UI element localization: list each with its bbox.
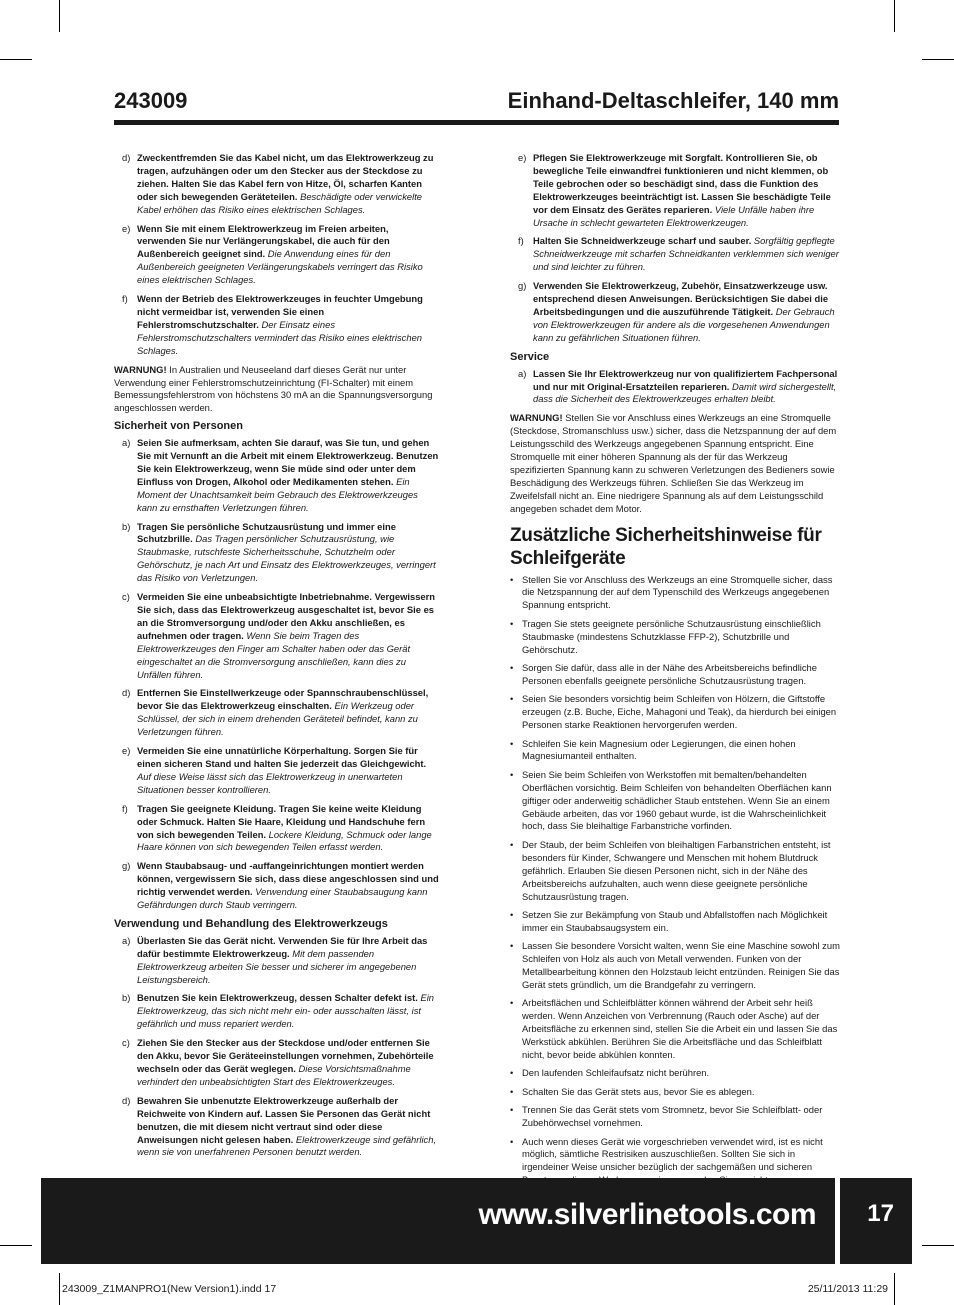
item-explanation: Damit wird sichergestellt, dass die Sicherheit des Elektrowerkzeuges erhalten bleibt.: [533, 380, 837, 405]
section-heading: Sicherheit von Personen: [114, 420, 243, 433]
page-number: 17: [867, 1200, 894, 1227]
item-label: a): [122, 934, 131, 946]
item-label: f): [122, 293, 128, 305]
item-explanation: Elektrowerkzeuge sind gefährlich, wenn sie von unerfahrenen Personen benutzt werden.: [137, 1133, 437, 1158]
item-label: c): [122, 1037, 130, 1049]
warning-text: In Australien und Neuseeland darf dieses Gerät nur unter Verwendung einer Fehlerstromschutzeinrichtung (FI-Schalter) mit einem Bemessungsfehlerstrom von höchstens 30 mA an die Spannungsversorgung angeschlossen werden.: [114, 363, 433, 414]
bullet-item: [510, 1067, 840, 1080]
item-explanation: Viele Unfälle haben ihre Ursache in schlecht gewarteten Elektrowerkzeugen.: [533, 203, 815, 228]
item-label: d): [122, 687, 131, 699]
item-explanation: Beschädigte oder verwickelte Kabel erhöhen das Risiko eines elektrischen Schlages.: [137, 190, 423, 215]
list-item: [114, 687, 440, 739]
item-instruction: Wenn Staubabsaug- und -auffangeinrichtungen montiert werden können, vergewissern Sie sich, dass diese angeschlossen sind und richtig verwendet werden.: [137, 860, 439, 898]
list-personal-safety: [114, 437, 440, 912]
crop-mark: [922, 1245, 954, 1246]
bullet-text: Tragen Sie stets geeignete persönliche Schutzausrüstung einschließlich Staubmaske (mindestens Schutzklasse FFP-2), Schutzbrille und Gehörschutz.: [522, 617, 821, 655]
item-instruction: Benutzen Sie kein Elektrowerkzeug, dessen Schalter defekt ist.: [137, 992, 418, 1004]
bullet-item: [510, 839, 840, 904]
crop-mark: [922, 59, 954, 60]
item-explanation: Das Tragen persönlicher Schutzausrüstung, wie Staubmaske, rutschfeste Sicherheitsschuhe, Schutzhelm oder Gehörschutz, je nach Art und Einsatz des Elektrowerkzeuges, verringert das Risiko von Verletzungen.: [137, 533, 436, 584]
item-instruction: Verwenden Sie Elektrowerkzeug, Zubehör, Einsatzwerkzeuge usw. entsprechend diesen Anweisungen. Berücksichtigen Sie dabei die Arbeitsbedingungen und die auszuführende Tätigkeit.: [533, 280, 829, 317]
section-heading: Verwendung und Behandlung des Elektrowerkzeugs: [114, 917, 388, 930]
bullet-item: [510, 693, 840, 732]
item-label: g): [518, 280, 527, 292]
list-item: [114, 1095, 440, 1160]
item-label: a): [518, 367, 527, 379]
bullet-text: Sorgen Sie dafür, dass alle in der Nähe des Arbeitsbereichs befindliche Personen ebenfalls geeignete persönliche Schutzausrüstung tragen.: [522, 662, 817, 686]
bullet-text: Schalten Sie das Gerät stets aus, bevor Sie es ablegen.: [522, 1085, 755, 1097]
list-item: [114, 521, 440, 586]
bullet-icon: •: [510, 1067, 514, 1079]
item-explanation: Mit dem passenden Elektrowerkzeug arbeiten Sie besser und sicherer im angegebenen Leistungsbereich.: [137, 947, 417, 985]
item-label: d): [122, 152, 131, 163]
list-item: [510, 280, 840, 345]
list-service: [510, 368, 840, 407]
bullet-item: [510, 738, 840, 764]
bullet-item: [510, 618, 840, 657]
item-label: e): [518, 152, 527, 163]
crop-mark: [894, 0, 895, 32]
item-instruction: Tragen Sie persönliche Schutzausrüstung und immer eine Schutzbrille.: [137, 520, 396, 545]
list-tool-usage: [114, 935, 440, 1160]
item-explanation: Die Anwendung eines für den Außenbereich geeigneten Verlängerungskabels verringert das Risiko eines elektrischen Schlages.: [137, 248, 423, 286]
page-title: Einhand-Deltaschleifer, 140 mm: [507, 88, 839, 113]
bullet-item: [510, 574, 840, 613]
crop-mark: [59, 1273, 60, 1305]
list-power-cable: [114, 152, 440, 358]
item-instruction: Bewahren Sie unbenutzte Elektrowerkzeuge außerhalb der Reichweite von Kindern auf. Lassen Sie Personen das Gerät nicht benutzen, die mit diesem nicht vertraut sind oder diese Anweisungen nicht gelesen haben.: [137, 1094, 431, 1145]
item-instruction: Wenn Sie mit einem Elektrowerkzeug im Freien arbeiten, verwenden Sie nur Verlängerungskabel, die auch für den Außenbereich geeignet sind.: [137, 222, 390, 260]
model-number: 243009: [114, 88, 188, 113]
bullet-text: Arbeitsflächen und Schleifblätter können während der Arbeit sehr heiß werden. Wenn Anzeichen von Verbrennung (Rauch oder Asche) auf der Arbeitsfläche zu erkennen sind, stellen Sie die Arbeit ein und lassen Sie das Werkstück abkühlen. Berühren Sie die Arbeitsfläche und das Schleifblatt nicht, bevor beide abkühlen konnten.: [522, 997, 838, 1060]
item-explanation: Ein Werkzeug oder Schlüssel, der sich in einem drehenden Geräteteil befindet, kann zu Verletzungen führen.: [137, 700, 418, 738]
crop-mark: [894, 1273, 895, 1305]
warning-paragraph: [114, 364, 440, 416]
bullet-text: Trennen Sie das Gerät stets vom Stromnetz, bevor Sie Schleifblatt- oder Zubehörwechsel vornehmen.: [522, 1104, 823, 1129]
warning-label: WARNUNG!: [114, 363, 167, 375]
bullet-item: [510, 662, 840, 688]
bullet-item: [510, 997, 840, 1062]
list-item: [510, 235, 840, 274]
item-instruction: Seien Sie aufmerksam, achten Sie darauf, was Sie tun, und gehen Sie mit Vernunft an die Arbeit mit einem Elektrowerkzeug. Benutzen Sie kein Elektrowerkzeug, wenn Sie müde sind oder unter dem Einfluss von Drogen, Alkohol oder Medikamenten stehen.: [137, 437, 439, 487]
item-instruction: Pflegen Sie Elektrowerkzeuge mit Sorgfalt. Kontrollieren Sie, ob bewegliche Teile einwandfrei funktionieren und nicht klemmen, ob Teile gebrochen oder so beschädigt sind, dass die Funktion des Elektrowerkzeuges beeinträchtigt ist. Lassen Sie beschädigte Teile vor dem Einsatz des Gerätes reparieren.: [533, 152, 831, 215]
crop-mark: [0, 59, 32, 60]
item-label: e): [122, 745, 131, 757]
bullet-text: Lassen Sie besondere Vorsicht walten, wenn Sie eine Maschine sowohl zum Schleifen von Holz als auch von Metall verwenden. Funken von der Metallbearbeitung können den Holzstaub leicht entzünden. Reinigen Sie das Gerät stets gründlich, um die Brandgefahr zu verringern.: [522, 940, 840, 990]
item-instruction: Überlasten Sie das Gerät nicht. Verwenden Sie für Ihre Arbeit das dafür bestimmte Elektrowerkzeug.: [137, 934, 428, 959]
bullet-list: [510, 574, 840, 1188]
item-instruction: Zweckentfremden Sie das Kabel nicht, um das Elektrowerkzeug zu tragen, aufzuhängen oder um den Stecker aus der Steckdose zu ziehen. Halten Sie das Kabel fern von Hitze, Öl, scharfen Kanten oder sich bewegenden Geräteteilen.: [137, 152, 434, 202]
list-item: [510, 152, 840, 229]
item-explanation: Ein Elektrowerkzeug, das sich nicht mehr ein- oder ausschalten lässt, ist gefährlich und muss repariert werden.: [137, 992, 434, 1030]
bullet-icon: •: [510, 1085, 514, 1097]
section-title: Zusätzliche Sicherheitshinweise für Schleifgeräte: [510, 524, 822, 569]
item-instruction: Ziehen Sie den Stecker aus der Steckdose und/oder entfernen Sie den Akku, bevor Sie Geräteeinstellungen vornehmen, Zubehörteile wechseln oder das Gerät weglegen.: [137, 1037, 434, 1074]
list-tool-care: [510, 152, 840, 345]
bullet-text: Seien Sie beim Schleifen von Werkstoffen mit bemalten/behandelten Oberflächen vorsichtig. Beim Schleifen von behandelten Oberflächen kann giftiger oder anderweitig schädlicher Staub entstehen. Wenn Sie an einem Gebäude arbeiten, das vor 1960 gebaut wurde, ist die Wahrscheinlichkeit hoch, dass Sie bleihaltige Farbanstriche vorfinden.: [522, 768, 832, 832]
item-explanation: Auf diese Weise lässt sich das Elektrowerkzeug in unerwarteten Situationen besser kontrollieren.: [137, 770, 403, 795]
bullet-item: [510, 1104, 840, 1130]
bullet-item: [510, 769, 840, 834]
list-item: [114, 745, 440, 797]
bullet-text: Setzen Sie zur Bekämpfung von Staub und Abfallstoffen nach Möglichkeit immer ein Staubabsaugsystem ein.: [522, 908, 828, 933]
section-heading: Service: [510, 350, 550, 363]
bullet-text: Seien Sie besonders vorsichtig beim Schleifen von Hölzern, die Giftstoffe erzeugen (z.B. Buche, Eiche, Mahagoni und Teak), da hierdurch bei einigen Personen starke Reaktionen hervorgerufen werden.: [522, 693, 837, 731]
bullet-icon: •: [510, 768, 514, 780]
item-instruction: Vermeiden Sie eine unbeabsichtigte Inbetriebnahme. Vergewissern Sie sich, dass das Elektrowerkzeug ausgeschaltet ist, bevor Sie es an die Stromversorgung und/oder den Akku anschließen, es aufnehmen oder tragen.: [137, 591, 436, 641]
bullet-icon: •: [510, 908, 514, 920]
footer-bar: [41, 1178, 912, 1264]
page-header: [114, 82, 839, 125]
list-item: [114, 591, 440, 681]
bullet-text: Der Staub, der beim Schleifen von bleihaltigen Farbanstrichen entsteht, ist besonders für Kinder, Schwangere und Menschen mit hohem Blutdruck gefährlich. Erlauben Sie diesen Personen nicht, sich in der Nähe des Arbeitsbereichs aufzuhalten, auch wenn diese geeignete persönliche Schutzausrüstung tragen.: [522, 838, 831, 902]
item-label: b): [122, 520, 131, 532]
bullet-icon: •: [510, 693, 514, 705]
bullet-icon: •: [510, 1135, 514, 1147]
list-item: [114, 935, 440, 987]
item-label: f): [122, 802, 128, 814]
item-explanation: Der Einsatz eines Fehlerstromschutzschalters vermindert das Risiko eines elektrischen Schlages.: [137, 318, 423, 356]
bullet-icon: •: [510, 997, 514, 1009]
crop-mark: [59, 0, 60, 32]
item-instruction: Halten Sie Schneidwerkzeuge scharf und sauber.: [533, 235, 752, 247]
item-label: d): [122, 1094, 131, 1106]
list-item: [114, 293, 440, 358]
bullet-text: Schleifen Sie kein Magnesium oder Legierungen, die einen hohen Magnesiumanteil enthalten.: [522, 737, 796, 762]
list-item: [114, 860, 440, 912]
item-explanation: Lockere Kleidung, Schmuck oder lange Haare können von sich bewegenden Teilen erfasst werden.: [137, 828, 432, 853]
list-item: [114, 223, 440, 288]
bullet-icon: •: [510, 1104, 514, 1116]
item-instruction: Vermeiden Sie eine unnatürliche Körperhaltung. Sorgen Sie für einen sicheren Stand und halten Sie jederzeit das Gleichgewicht.: [137, 745, 427, 769]
item-explanation: Wenn Sie beim Tragen des Elektrowerkzeuges den Finger am Schalter haben oder das Gerät eingeschaltet an die Stromversorgung anschließen, kann dies zu Unfällen führen.: [137, 629, 411, 680]
item-instruction: Tragen Sie geeignete Kleidung. Tragen Sie keine weite Kleidung oder Schmuck. Halten Sie Haare, Kleidung und Handschuhe fern von sich bewegenden Teilen.: [137, 802, 426, 840]
bullet-icon: •: [510, 838, 514, 850]
item-label: b): [122, 992, 131, 1004]
item-label: c): [122, 591, 130, 603]
bullet-icon: •: [510, 573, 514, 585]
item-label: f): [518, 235, 524, 247]
slug-date: 25/11/2013 11:29: [807, 1283, 888, 1295]
item-label: e): [122, 222, 131, 234]
warning-text: Stellen Sie vor Anschluss eines Werkzeugs an eine Stromquelle (Steckdose, Stromanschluss usw.) sicher, dass die Netzspannung der auf dem Leistungsschild des Werkzeugs angegebenen Spannung entspricht. Eine Stromquelle mit einer höheren Spannung als der für das Werkzeug spezifizierten Spannung kann zu schweren Verletzungen des Bedieners sowie Beschädigung des Werkzeugs führen. Schließen Sie das Werkzeug im Zweifelsfall nicht an. Eine niedrigere Spannung als auf dem Leistungsschild angegeben schadet dem Motor.: [510, 412, 837, 514]
item-instruction: Entfernen Sie Einstellwerkzeuge oder Spannschraubenschlüssel, bevor Sie das Elektrowerkzeug einschalten.: [137, 687, 429, 712]
crop-mark: [0, 1245, 32, 1246]
item-label: a): [122, 437, 131, 449]
item-explanation: Verwendung einer Staubabsaugung kann Gefährdungen durch Staub verringern.: [137, 886, 428, 911]
slug-file: 243009_Z1MANPRO1(New Version1).indd 17: [62, 1283, 277, 1295]
bullet-icon: •: [510, 737, 514, 749]
item-explanation: Ein Moment der Unachtsamkeit beim Gebrauch des Elektrowerkzeuges kann zu ernsthaften Verletzungen führen.: [137, 475, 418, 513]
list-item: [510, 368, 840, 407]
list-item: [114, 803, 440, 855]
website-url[interactable]: www.silverlinetools.com: [478, 1198, 816, 1231]
footer-divider: [835, 1178, 840, 1264]
bullet-text: Auch wenn dieses Gerät wie vorgeschrieben verwendet wird, ist es nicht möglich, sämtliche Restrisiken auszuschließen. Sollten Sie sich in irgendeiner Weise unsicher bezüglich der sachgemäßen und sicheren: [522, 1135, 823, 1173]
bullet-icon: •: [510, 662, 514, 673]
bullet-item: [510, 1086, 840, 1099]
list-item: [114, 152, 440, 217]
right-column: [510, 152, 840, 1193]
bullet-icon: •: [510, 940, 514, 952]
list-item: [114, 1037, 440, 1089]
item-instruction: Lassen Sie Ihr Elektrowerkzeug nur von qualifiziertem Fachpersonal und nur mit Original-Ersatzteilen reparieren.: [533, 367, 838, 392]
item-explanation: Diese Vorsichtsmaßnahme verhindert den unbeabsichtigten Start des Elektrowerkzeuges.: [137, 1063, 411, 1087]
item-label: g): [122, 860, 131, 872]
warning-paragraph: [510, 412, 840, 515]
list-item: [114, 992, 440, 1031]
bullet-text: Stellen Sie vor Anschluss des Werkzeugs an eine Stromquelle sicher, dass die Netzspannung der auf dem Typenschild des Werkzeugs angegebenen Spannung entspricht.: [522, 573, 833, 611]
item-instruction: Wenn der Betrieb des Elektrowerkzeuges in feuchter Umgebung nicht vermeidbar ist, verwenden Sie einen Fehlerstromschutzschalter.: [137, 293, 423, 330]
bullet-text: Den laufenden Schleifaufsatz nicht berühren.: [522, 1067, 710, 1079]
bullet-item: [510, 940, 840, 992]
bullet-icon: •: [510, 617, 514, 629]
item-explanation: Sorgfältig gepflegte Schneidwerkzeuge mit scharfen Schneidkanten verklemmen sich weniger und sind leichter zu führen.: [533, 235, 839, 273]
item-explanation: Der Gebrauch von Elektrowerkzeugen für andere als die vorgesehenen Anwendungen kann zu gefährlichen Situationen führen.: [533, 305, 835, 343]
left-column: [114, 152, 440, 1165]
bullet-item: [510, 909, 840, 935]
list-item: [114, 437, 440, 514]
warning-label: WARNUNG!: [510, 412, 563, 424]
